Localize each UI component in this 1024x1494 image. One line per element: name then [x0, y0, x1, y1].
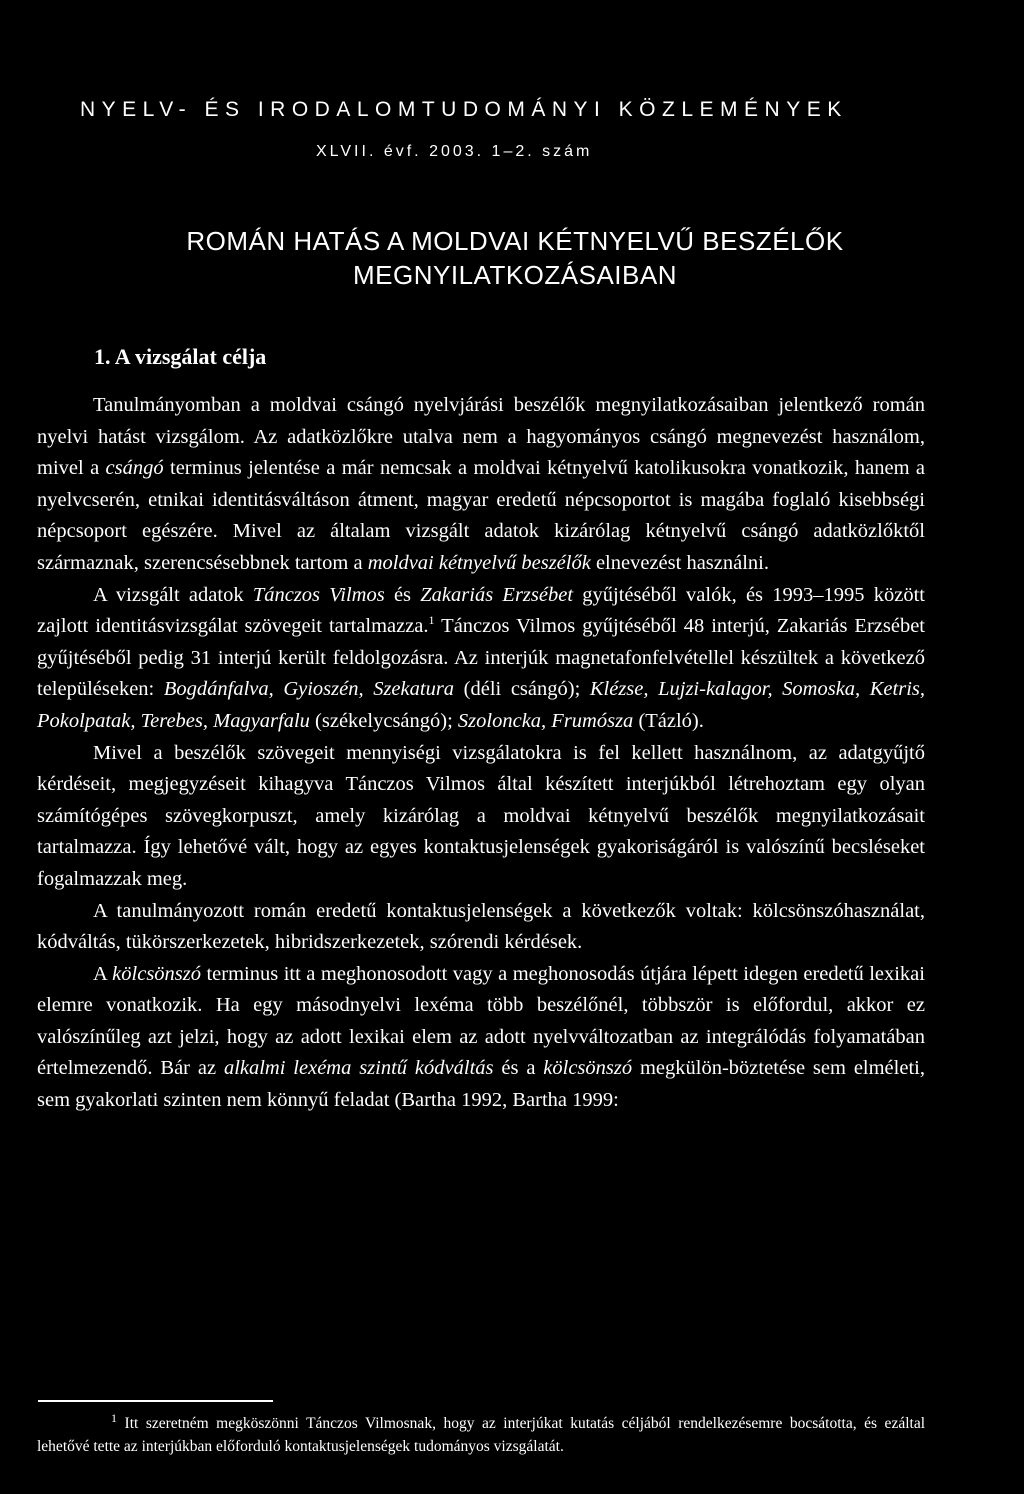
text-run: és a	[493, 1057, 544, 1080]
italic-name: Tánczos Vilmos	[252, 583, 385, 606]
italic-places: Bogdánfalva, Gyioszén, Szekatura	[163, 678, 455, 701]
paragraph-2	[37, 580, 925, 738]
text-run: A	[93, 962, 113, 985]
text-run: és	[384, 583, 421, 606]
text-run: (székelycsángó);	[309, 709, 458, 732]
text-run: Tanulmányomban a moldvai csángó nyelvjárási beszélők megnyilatkozásaiban jelentkező román nyelvi hatást vizsgálom. Az adatközlőkre utalva nem a hagyományos csángó megnevezést használom, mivel a	[37, 394, 925, 480]
footnote	[37, 1412, 925, 1458]
journal-title: NYELV- ÉS IRODALOMTUDOMÁNYI KÖZLEMÉNYEK	[80, 98, 848, 121]
italic-term: alkalmi lexéma szintű kódváltás	[223, 1057, 494, 1080]
paragraph-5	[37, 959, 925, 1117]
italic-term: csángó	[105, 457, 164, 480]
text-run: Tánczos Vilmos gyűjtéséből 48 interjú, Zakariás Erzsébet gyűjtéséből pedig 31 interjú került feldolgozásra. Az interjúk magnetafonfelvétellel készültek a következő településeken:	[37, 615, 926, 701]
article-title-line-2: MEGNYILATKOZÁSAIBAN	[353, 260, 677, 290]
text-run: elnevezést használni.	[590, 551, 769, 574]
italic-term: kölcsönszó	[112, 962, 201, 985]
text-run: gyűjtéséből valók, és 1993–1995 között zajlott identitásvizsgálat szövegeit tartalmazza.	[37, 583, 926, 638]
footnote-rule	[38, 1400, 273, 1402]
footnote-number: 1	[111, 1410, 117, 1425]
article-title	[85, 224, 945, 292]
body-text	[37, 390, 925, 1117]
section-heading: 1. A vizsgálat célja	[94, 344, 267, 369]
text-run: (Tázló).	[633, 709, 704, 732]
footnote-text: Itt szeretném megköszönni Tánczos Vilmosnak, hogy az interjúkat kutatás céljából rendelkezésemre bocsátotta, és ezáltal lehetővé tette az interjúkban előforduló kontaktusjelenségek tudományos vizsgálatát.	[37, 1415, 925, 1455]
volume-info: XLVII. évf. 2003. 1–2. szám	[316, 143, 593, 160]
italic-places: Klézse, Lujzi-kalagor, Somoska, Ketris, Pokolpatak, Terebes, Magyarfalu	[37, 678, 926, 732]
footnote-marker: 1	[428, 613, 435, 628]
italic-places: Szoloncka, Frumósza	[457, 709, 634, 732]
text-run: terminus itt a meghonosodott vagy a meghonosodás útjára lépett idegen eredetű lexikai elemre vonatkozik. Ha egy másodnyelvi lexéma több beszélőnél, többször is előfordul, akkor ez valószínűleg azt jelzi, hogy az adott lexikai elem az adott nyelvváltozatban az integrálódás folyamatában értelmezendő. Bár az	[37, 962, 925, 1080]
text-run: terminus jelentése a már nemcsak a moldvai kétnyelvű katolikusokra vonatkozik, hanem a nyelvcserén, etnikai identitásváltáson átment, magyar eredetű népcsoportot is magába foglaló kisebbségi népcsoport egészére. Mivel az általam vizsgált adatok kizárólag kétnyelvű csángó adatközlőktől származnak, szerencsésebbnek tartom a	[37, 457, 925, 574]
italic-term: kölcsönszó	[543, 1057, 633, 1080]
text-run: megkülön-böztetése sem elméleti, sem gyakorlati szinten nem könnyű feladat (Bartha 1992, Bartha 1999:	[37, 1057, 925, 1112]
paragraph-1	[37, 390, 925, 580]
italic-term: moldvai kétnyelvű beszélők	[367, 551, 591, 574]
text-run: A vizsgált adatok	[93, 583, 253, 606]
paragraph-3: Mivel a beszélők szövegeit mennyiségi vizsgálatokra is fel kellett használnom, az adatgyűjtő kérdéseit, megjegyzéseit kihagyva Tánczos Vilmos által készített interjúkból létrehoztam egy olyan számítógépes szövegkorpuszt, amely kizárólag a moldvai kétnyelvű beszélők megnyilatkozásait tartalmazza. Így lehetővé vált, hogy az egyes kontaktusjelenségek gyakoriságáról is valószínű becsléseket fogalmazzak meg.	[37, 741, 925, 890]
italic-name: Zakariás Erzsébet	[420, 583, 574, 606]
article-title-line-1: ROMÁN HATÁS A MOLDVAI KÉTNYELVŰ BESZÉLŐK	[186, 226, 844, 256]
paragraph-4: A tanulmányozott román eredetű kontaktusjelenségek a következők voltak: kölcsönszóhasználat, kódváltás, tükörszerkezetek, hibridszerkezetek, szórendi kérdések.	[37, 899, 925, 954]
text-run: (déli csángó);	[454, 678, 590, 701]
